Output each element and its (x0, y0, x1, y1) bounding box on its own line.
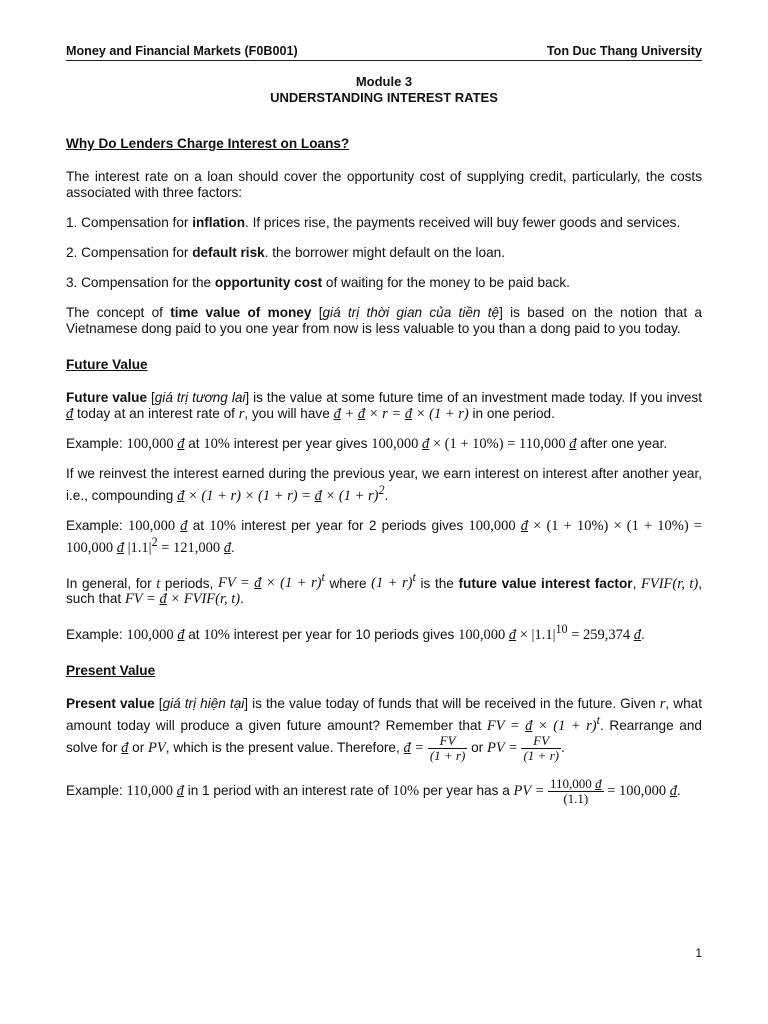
paragraph-time-value: The concept of time value of money [giá trị thời gian của tiền tệ] is based on the notion that a Vietnamese dong paid to you one year from now is less valuable to you than a dong paid to you today. (66, 305, 702, 336)
running-header (66, 44, 702, 61)
example-one-period: Example: 100,000 đ at 10% interest per year gives 100,000 đ × (1 + 10%) = 110,000 đ after one year. (66, 436, 668, 452)
document-body (66, 136, 702, 820)
university-name: Ton Duc Thang University (546, 44, 702, 58)
page-number: 1 (695, 946, 702, 960)
example-present-value: Example: 110,000 đ in 1 period with an interest rate of 10% per year has a PV = $\frac{110,000 đ}{(1.1)}$ = 100,000 đ. (66, 776, 681, 807)
example-two-periods: Example: 100,000 đ at 10% interest per year for 2 periods gives 100,000 đ × (1 + 10%) × (1 + 10%) = 100,000 đ $|1.1|^2 = 121,000$ đ. (66, 517, 703, 556)
fraction-example: $\frac{110,000 đ}{(1.1)}$ (550, 776, 602, 807)
list-item-opportunity-cost: 3. Compensation for the opportunity cost of waiting for the money to be paid back. (66, 275, 570, 290)
paragraph-future-value: Future value [giá trị tương lai] is the value at some future time of an investment made today. If you invest đ today at an interest rate of r, you will have đ + đ × r = đ × (1 + r) in one period. (66, 390, 702, 422)
paragraph-general-fv: In general, for t periods, FV = đ × $(1 + r)^t$ where $(1 + r)^t$ is the future value interest factor, FVIF(r, t), such that FV = đ × FVIF(r, t). (66, 570, 703, 608)
example-ten-periods: Example: 100,000 đ at 10% interest per year for 10 periods gives 100,000 đ × $|1.1|^{10} = 259,374$ đ. (66, 622, 645, 644)
paragraph-intro: The interest rate on a loan should cover the opportunity cost of supplying credit, particularly, the costs associated with three factors: (66, 169, 702, 200)
module-title (0, 74, 768, 106)
course-title: Money and Financial Markets (F0B001) (66, 44, 298, 58)
fraction-pv-2: $\frac{FV}{(1 + r)}$ (523, 733, 559, 764)
module-number: Module 3 (355, 74, 413, 89)
module-subtitle: UNDERSTANDING INTEREST RATES (270, 90, 498, 105)
section-heading-lenders: Why Do Lenders Charge Interest on Loans? (66, 136, 350, 151)
section-heading-present-value: Present Value (66, 663, 156, 679)
list-item-default-risk: 2. Compensation for default risk. the borrower might default on the loan. (66, 245, 506, 260)
fraction-pv-1: $\frac{FV}{(1 + r)}$ (429, 733, 466, 764)
paragraph-compounding: If we reinvest the interest earned during the previous year, we earn interest on interest after another year, i.e., compounding đ × (1 + r) × (1 + r) = đ × $(1 + r)^2$. (66, 466, 702, 504)
section-heading-future-value: Future Value (66, 357, 148, 372)
list-item-inflation: 1. Compensation for inflation. If prices rise, the payments received will buy fewer goods and services. (66, 215, 681, 230)
paragraph-present-value: Present value [giá trị hiện tại] is the value today of funds that will be received in the future. Given r, what amount today will produce a given future amount? Remember that FV = đ × $(1 + r)^t$. Rearrange and solve for đ or PV, which is the present value. Therefore, đ = $\frac{FV}{(1 + r)}$ or PV = $\frac{FV}{(1 + r)}$ . (66, 696, 702, 764)
